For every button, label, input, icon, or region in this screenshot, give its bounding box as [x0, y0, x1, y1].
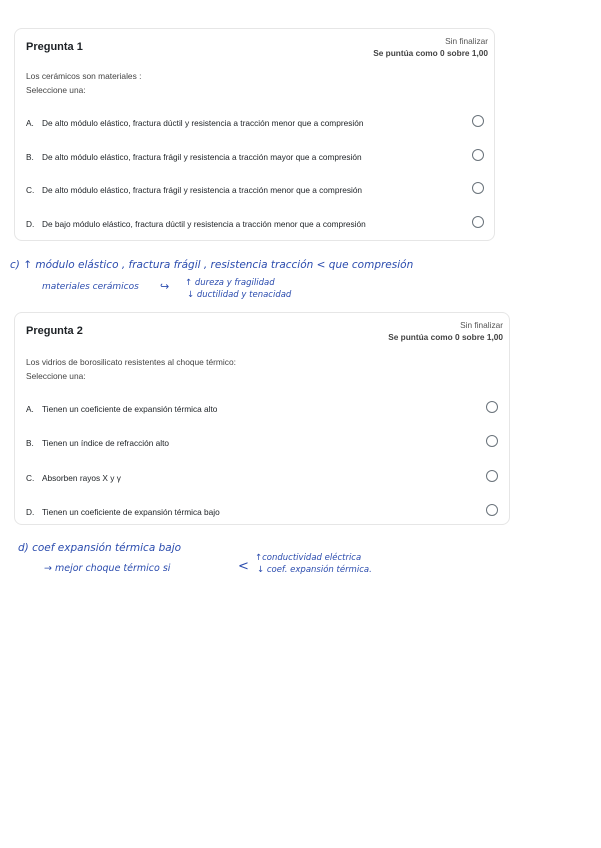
question-title: Pregunta 2 — [26, 325, 83, 337]
question-card-2 — [14, 312, 510, 525]
radio-button-d[interactable] — [472, 216, 484, 228]
answer-option-a[interactable] — [26, 113, 494, 133]
radio-button-b[interactable] — [486, 435, 498, 447]
option-text: De bajo módulo elástico, fractura dúctil y resistencia a tracción menor que a compresión — [42, 219, 366, 229]
radio-button-a[interactable] — [486, 401, 498, 413]
option-text: Tienen un coeficiente de expansión térmica bajo — [42, 507, 220, 517]
option-text: Tienen un coeficiente de expansión térmica alto — [42, 404, 218, 414]
radio-button-d[interactable] — [486, 504, 498, 516]
note-line: c) ↑ módulo elástico , fractura frágil , resistencia tracción < que compresión — [10, 259, 414, 271]
question-title: Pregunta 1 — [26, 41, 83, 53]
note-line: materiales cerámicos — [42, 282, 139, 292]
question-text-block — [26, 69, 141, 97]
question-status: Sin finalizar — [445, 36, 488, 46]
question-status-block — [373, 35, 488, 59]
option-text: De alto módulo elástico, fractura frágil y resistencia a tracción mayor que a compresión — [42, 152, 362, 162]
question-text-block — [26, 355, 236, 383]
note-line: ↓ coef. expansión térmica. — [257, 565, 372, 575]
option-letter: B. — [26, 152, 34, 162]
note-line: → mejor choque térmico si — [44, 563, 171, 574]
answer-option-c[interactable] — [26, 468, 509, 488]
note-line: ↑conductividad eléctrica — [255, 553, 362, 563]
option-text: Tienen un índice de refracción alto — [42, 438, 169, 448]
note-line: d) coef expansión térmica bajo — [18, 542, 182, 554]
option-letter: D. — [26, 507, 35, 517]
option-letter: C. — [26, 473, 35, 483]
answer-option-b[interactable] — [26, 147, 494, 167]
answer-option-b[interactable] — [26, 433, 509, 453]
question-prompt: Seleccione una: — [26, 85, 86, 95]
question-status: Sin finalizar — [460, 320, 503, 330]
question-status-block — [388, 319, 503, 343]
question-grade: Se puntúa como 0 sobre 1,00 — [373, 48, 488, 58]
hooked-arrow-icon: ↪ — [160, 280, 170, 293]
option-text: Absorben rayos X y γ — [42, 473, 121, 483]
option-text: De alto módulo elástico, fractura frágil y resistencia a tracción menor que a compresión — [42, 185, 363, 195]
radio-button-c[interactable] — [486, 470, 498, 482]
question-text: Los cerámicos son materiales : — [26, 71, 142, 81]
question-text: Los vidrios de borosilicato resistentes al choque térmico: — [26, 357, 236, 367]
question-prompt: Seleccione una: — [26, 371, 86, 381]
handwritten-note-2 — [0, 536, 601, 580]
radio-button-b[interactable] — [472, 149, 484, 161]
answer-option-c[interactable] — [26, 180, 494, 200]
option-letter: A. — [26, 404, 34, 414]
option-letter: C. — [26, 185, 35, 195]
answer-option-a[interactable] — [26, 399, 509, 419]
note-line: ↑ dureza y fragilidad — [185, 278, 275, 288]
option-letter: D. — [26, 219, 35, 229]
handwritten-note-1 — [0, 252, 601, 310]
question-card-1 — [14, 28, 495, 241]
answer-option-d[interactable] — [26, 214, 494, 234]
less-than-sign: < — [238, 559, 249, 574]
radio-button-a[interactable] — [472, 115, 484, 127]
option-letter: A. — [26, 118, 34, 128]
note-line: ↓ ductilidad y tenacidad — [187, 290, 292, 300]
question-grade: Se puntúa como 0 sobre 1,00 — [388, 332, 503, 342]
option-letter: B. — [26, 438, 34, 448]
radio-button-c[interactable] — [472, 182, 484, 194]
option-text: De alto módulo elástico, fractura dúctil y resistencia a tracción menor que a compresión — [42, 118, 364, 128]
answer-option-d[interactable] — [26, 502, 509, 522]
